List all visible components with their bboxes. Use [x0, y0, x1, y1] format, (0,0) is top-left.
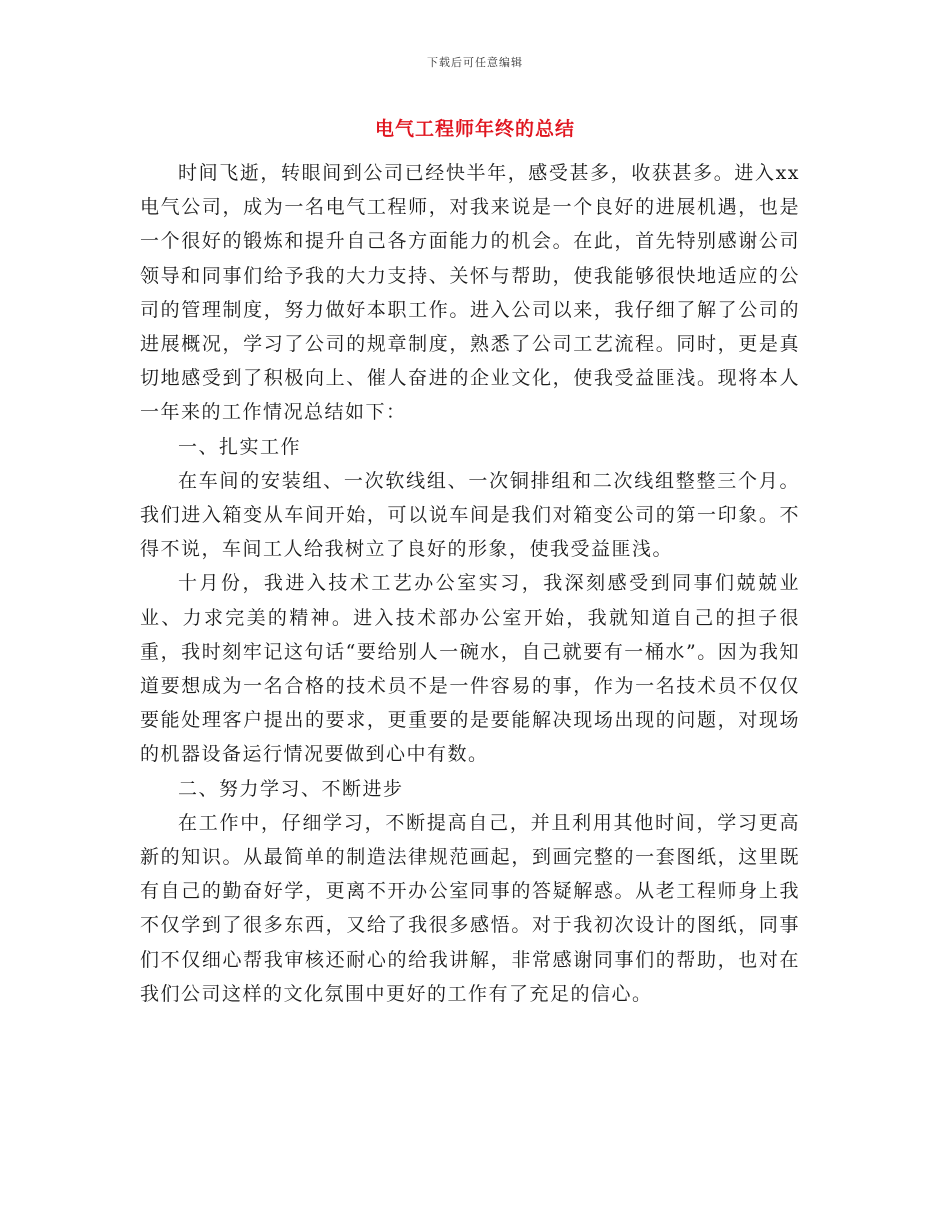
section-heading-1: 一、扎实工作 [178, 435, 302, 458]
paragraph-intro: 时间飞逝，转眼间到公司已经快半年，感受甚多，收获甚多。进入xx电气公司，成为一名电气工程师，对我来说是一个良好的进展机遇，也是一个很好的锻炼和提升自己各方面能力的机会。在此，首先特别感谢公司领导和同事们给予我的大力支持、关怀与帮助，使我能够很快地适应的公司的管理制度，努力做好本职工作。进入公司以来，我仔细了解了公司的进展概况，学习了公司的规章制度，熟悉了公司工艺流程。同时，更是真切地感受到了积极向上、催人奋进的企业文化，使我受益匪浅。现将本人一年来的工作情况总结如下： [140, 162, 800, 424]
paragraph-workshop: 在车间的安装组、一次软线组、一次铜排组和二次线组整整三个月。我们进入箱变从车间开始，可以说车间是我们对箱变公司的第一印象。不得不说，车间工人给我树立了良好的形象，使我受益匪浅。 [140, 469, 800, 561]
paragraph-learning: 在工作中，仔细学习，不断提高自己，并且利用其他时间，学习更高新的知识。从最简单的制造法律规范画起，到画完整的一套图纸，这里既有自己的勤奋好学，更离不开办公室同事的答疑解惑。从老工程师身上我不仅学到了很多东西，又给了我很多感悟。对于我初次设计的图纸，同事们不仅细心帮我审核还耐心的给我讲解，非常感谢同事们的帮助，也对在我们公司这样的文化氛围中更好的工作有了充足的信心。 [140, 811, 800, 1005]
header-note: 下载后可任意编辑 [427, 56, 523, 69]
document-body [140, 156, 800, 1011]
paragraph-october: 十月份，我进入技术工艺办公室实习，我深刻感受到同事们兢兢业业、力求完美的精神。进入技术部办公室开始，我就知道自己的担子很重，我时刻牢记这句话“要给别人一碗水，自己就要有一桶水”。因为我知道要想成为一名合格的技术员不是一件容易的事，作为一名技术员不仅仅要能处理客户提出的要求，更重要的是要能解决现场出现的问题，对现场的机器设备运行情况要做到心中有数。 [140, 572, 800, 766]
document-title: 电气工程师年终的总结 [374, 118, 575, 140]
section-heading-2: 二、努力学习、不断进步 [178, 777, 404, 800]
